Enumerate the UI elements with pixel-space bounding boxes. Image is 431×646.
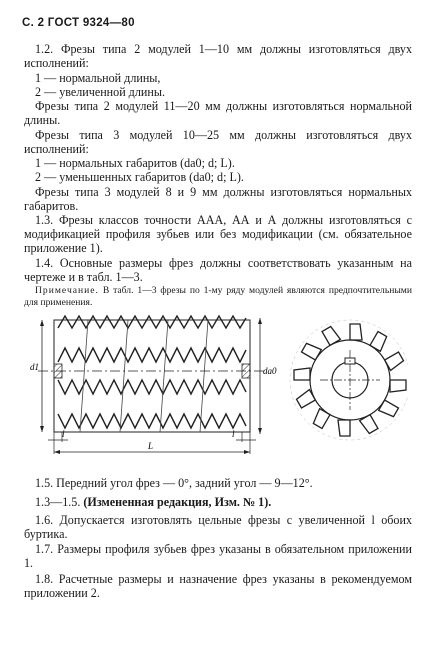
para-1-7: 1.7. Размеры профиля зубьев фрез указаны в обязательном приложении 1. (24, 542, 412, 571)
page-header: С. 2 ГОСТ 9324—80 (22, 17, 135, 29)
list-item-extended-length: 2 — увеличенной длины. (35, 85, 165, 99)
para-1-4: 1.4. Основные размеры фрез должны соответствовать указанным на чертеже и в табл. 1—3. (24, 256, 412, 285)
para-1-8: 1.8. Расчетные размеры и назначение фрез указаны в рекомендуемом приложении 2. (24, 572, 412, 601)
hob-cutter-drawing (28, 308, 408, 460)
dim-label-d1: d1 (30, 362, 39, 372)
para-1-3-1-5-edit (35, 495, 271, 509)
para-1-3: 1.3. Фрезы классов точности ААА, АА и А должны изготовляться с модификацией профиля зубьев или без модификации (см. обязательное приложение 1). (24, 213, 412, 256)
para-1-2-type2: Фрезы типа 2 модулей 11—20 мм должны изготовляться нормальной длины. (24, 99, 412, 128)
list-item-normal-dims: 1 — нормальных габаритов (dа0; d; L). (35, 156, 235, 170)
para-1-2-type3: Фрезы типа 3 модулей 10—25 мм должны изготовляться двух исполнений: (24, 128, 412, 157)
para-1-2-intro: 1.2. Фрезы типа 2 модулей 1—10 мм должны изготовляться двух исполнений: (24, 42, 412, 71)
para-1-5: 1.5. Передний угол фрез — 0°, задний угол — 9—12°. (35, 476, 313, 490)
dim-label-l-right: l (232, 429, 235, 439)
para-1-2-modules-8-9: Фрезы типа 3 модулей 8 и 9 мм должны изготовляться нормальных габаритов. (24, 185, 412, 214)
hob-side-view (30, 316, 277, 454)
dim-label-l-left: l (62, 429, 65, 439)
dim-label-L: L (148, 441, 154, 451)
note (24, 285, 412, 308)
para-1-6: 1.6. Допускается изготовлять цельные фрезы с увеличенной l обоих буртика. (24, 513, 412, 542)
list-item-reduced-dims: 2 — уменьшенных габаритов (dа0; d; L). (35, 170, 244, 184)
dim-label-da0: da0 (263, 366, 277, 376)
edit-note: (Измененная редакция, Изм. № 1). (83, 495, 272, 509)
hob-end-view (290, 320, 408, 440)
edit-range: 1.3—1.5. (35, 495, 81, 509)
note-label: Примечание. (35, 285, 99, 296)
note-text: В табл. 1—3 фрезы по 1-му ряду модулей являются предпочтительными для применения. (24, 285, 412, 308)
list-item-normal-length: 1 — нормальной длины, (35, 71, 161, 85)
